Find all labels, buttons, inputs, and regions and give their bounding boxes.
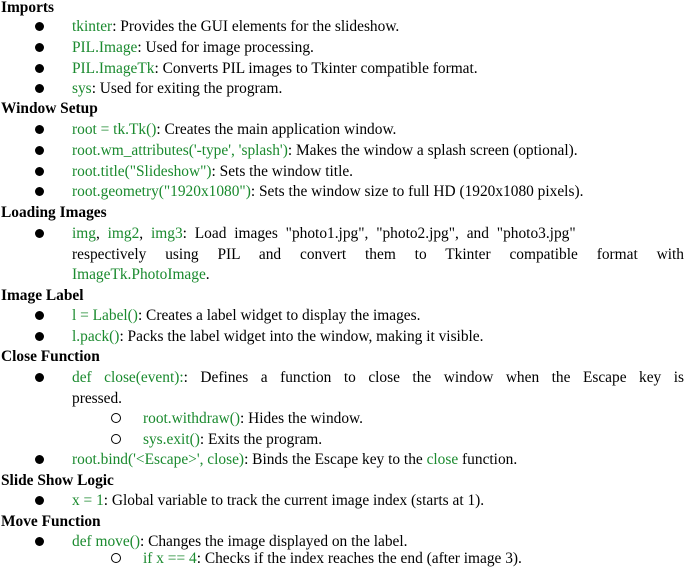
- code-term: l = Label(): [72, 307, 138, 324]
- item-text: : Sets the window title.: [211, 163, 354, 180]
- bullet-circle-icon: [110, 408, 122, 429]
- item-text: pressed.: [72, 390, 123, 407]
- list-item: [0, 449, 685, 470]
- list-item: [0, 490, 685, 511]
- list-item: [0, 78, 685, 99]
- code-term: ImageTk.PhotoImage: [72, 266, 206, 283]
- list-item: [0, 161, 685, 182]
- list-item-continuation: [0, 388, 685, 409]
- section-heading-slide-show-logic: Slide Show Logic: [1, 472, 114, 489]
- list-item: [0, 223, 685, 244]
- code-term: def move(): [72, 533, 140, 550]
- item-text: .: [205, 266, 210, 283]
- code-term: root.title("Slideshow"): [72, 163, 212, 180]
- item-text: : Provides the GUI elements for the slideshow.: [112, 18, 400, 35]
- code-term: tkinter: [72, 18, 113, 35]
- list-item: [0, 58, 685, 79]
- code-term: root = tk.Tk(): [72, 121, 157, 138]
- item-text: : Makes the window a splash screen (optional).: [287, 142, 578, 159]
- bullet-circle-icon: [110, 429, 122, 450]
- item-text: : Load images "photo1.jpg", "photo2.jpg", and "photo3.jpg": [182, 225, 576, 242]
- list-item: [0, 367, 685, 388]
- item-text: : Converts PIL images to Tkinter compatible format.: [154, 60, 478, 77]
- bullet-disc-icon: [33, 16, 45, 37]
- item-text: : Creates a label widget to display the images.: [137, 307, 421, 324]
- code-term: if x == 4: [143, 550, 197, 567]
- section-heading-loading-images: Loading Images: [1, 204, 107, 221]
- code-term: img2: [107, 225, 140, 242]
- list-item: [0, 16, 685, 37]
- code-term: root.withdraw(): [143, 410, 241, 427]
- bullet-disc-icon: [33, 181, 45, 202]
- list-item: [0, 181, 685, 202]
- section-heading-close-function: Close Function: [1, 348, 100, 365]
- bullet-disc-icon: [33, 161, 45, 182]
- bullet-disc-icon: [33, 326, 45, 347]
- bullet-disc-icon: [33, 367, 45, 388]
- section-heading-move-function: Move Function: [1, 513, 101, 530]
- item-text: respectively using PIL and convert them to Tkinter compatible format with: [72, 246, 684, 263]
- item-text: : Used for exiting the program.: [91, 80, 283, 97]
- bullet-disc-icon: [33, 223, 45, 244]
- item-text: : Defines a function to close the window when the Escape key is: [183, 369, 684, 386]
- code-term: sys.exit(): [143, 431, 200, 448]
- bullet-disc-icon: [33, 119, 45, 140]
- bullet-disc-icon: [33, 490, 45, 511]
- code-term: root.geometry("1920x1080"): [72, 183, 251, 200]
- list-item: [0, 119, 685, 140]
- item-text: : Sets the window size to full HD (1920x1080 pixels).: [250, 183, 584, 200]
- code-term: def close(event):: [72, 369, 184, 386]
- code-term: close: [426, 451, 459, 468]
- bullet-circle-icon: [110, 548, 122, 569]
- sub-list-item: [0, 548, 685, 569]
- list-item: [0, 140, 685, 161]
- code-term: img3: [151, 225, 183, 242]
- bullet-disc-icon: [33, 78, 45, 99]
- code-term: root.wm_attributes('-type', 'splash'): [72, 142, 288, 159]
- list-item-continuation: [0, 244, 685, 265]
- section-heading-window-setup: Window Setup: [1, 100, 98, 117]
- code-term: l.pack(): [72, 328, 120, 345]
- section-heading-imports: Imports: [1, 0, 55, 16]
- sub-list-item: [0, 408, 685, 429]
- bullet-disc-icon: [33, 58, 45, 79]
- separator: ,: [139, 225, 151, 242]
- item-text: : Global variable to track the current image index (starts at 1).: [103, 492, 485, 509]
- list-item: [0, 326, 685, 347]
- item-text: : Used for image processing.: [137, 39, 314, 56]
- bullet-disc-icon: [33, 449, 45, 470]
- item-text: : Exits the program.: [199, 431, 323, 448]
- separator: ,: [95, 225, 108, 242]
- code-term: x = 1: [72, 492, 104, 509]
- bullet-disc-icon: [33, 37, 45, 58]
- item-text: : Checks if the index reaches the end (after image 3).: [196, 550, 522, 567]
- item-text: function.: [458, 451, 518, 468]
- bullet-disc-icon: [33, 140, 45, 161]
- item-text: : Creates the main application window.: [156, 121, 397, 138]
- list-item: [0, 305, 685, 326]
- code-term: sys: [72, 80, 92, 97]
- item-text: : Changes the image displayed on the label.: [139, 533, 408, 550]
- code-term: PIL.Image: [72, 39, 138, 56]
- code-term: img: [72, 225, 96, 242]
- bullet-disc-icon: [33, 305, 45, 326]
- item-text: : Hides the window.: [240, 410, 363, 427]
- code-term: PIL.ImageTk: [72, 60, 155, 77]
- code-term: root.bind('<Escape>', close): [72, 451, 245, 468]
- list-item-continuation: [0, 264, 685, 285]
- sub-list-item: [0, 429, 685, 450]
- section-heading-image-label: Image Label: [1, 287, 84, 304]
- item-text: : Packs the label widget into the window, making it visible.: [119, 328, 484, 345]
- item-text: : Binds the Escape key to the: [244, 451, 427, 468]
- list-item: [0, 37, 685, 58]
